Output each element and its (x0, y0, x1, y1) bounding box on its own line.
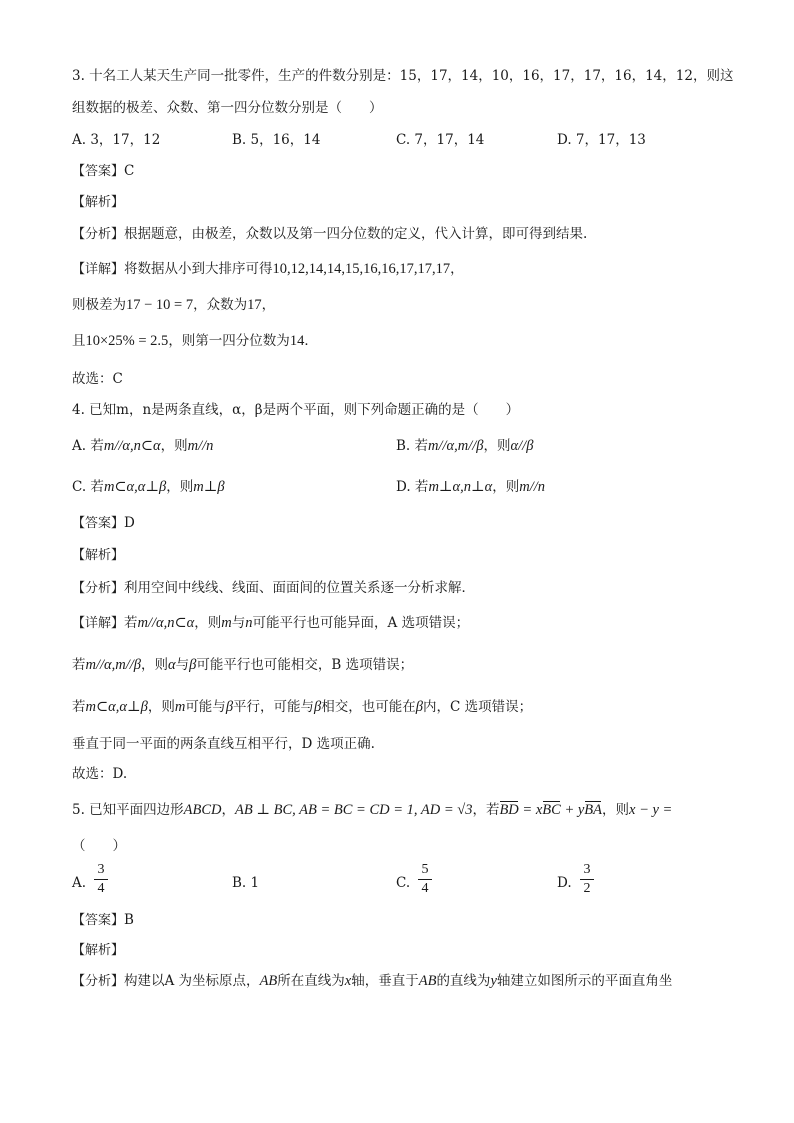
q3-option-c: C. 7，17，14 (396, 132, 485, 148)
q3-answer (72, 161, 134, 182)
q5-option-a-label: A. (72, 875, 87, 891)
q3-choose: 故选：C (72, 371, 123, 387)
fenxi-tag: 【分析】 (72, 974, 125, 989)
sorted-data: 10,12,14,14,15,16,16,17,17,17 (272, 261, 451, 277)
q3-xiangjie: 【详解】将数据从小到大排序可得10,12,14,14,15,16,16,17,17,17， (72, 261, 464, 277)
q4-option-d: D. 若m⊥α,n⊥α，则m//n (396, 479, 546, 495)
q4-choose: 故选：D. (72, 766, 128, 782)
q5-option-b: B. 1 (232, 875, 260, 891)
q3-fenxi (72, 224, 587, 245)
q5-answer (72, 910, 134, 931)
answer-tag: 【答案】 (72, 913, 125, 928)
vector-bc: BC (542, 802, 561, 818)
q3-range-line: 则极差为17 − 10 = 7，众数为17， (72, 297, 276, 313)
q5-option-c-label: C. (396, 875, 411, 891)
q3-stem-line2: 组数据的极差、众数、第一四分位数分别是（ ） (72, 100, 383, 116)
q5-option-c-fraction: 5 4 (418, 862, 432, 897)
answer-value: C (124, 163, 135, 179)
mode-value: 17 (247, 297, 262, 313)
q3-option-b: B. 5，16，14 (232, 132, 321, 148)
q4-option-b: B. 若m//α,m//β，则α//β (396, 438, 534, 454)
q4-detail-3: 若m⊂α,α⊥β，则m可能与β平行，可能与β相交，也可能在β内，C 选项错误； (72, 699, 533, 715)
q4-analysis-tag: 【解析】 (72, 548, 125, 563)
fenxi-tag: 【分析】 (72, 227, 125, 242)
q4-option-c: C. 若m⊂α,α⊥β，则m⊥β (72, 479, 225, 495)
q4-option-a: A. 若m//α,n⊂α，则m//n (72, 438, 214, 454)
quartile-expression: 10×25% = 2.5 (85, 333, 169, 349)
xiangjie-tag: 【详解】 (72, 262, 125, 277)
answer-value: B (124, 912, 134, 928)
answer-tag: 【答案】 (72, 164, 125, 179)
q5-stem: 5. 已知平面四边形ABCD，AB ⊥ BC, AB = BC = CD = 1, AD = √3，若BD = xBC + yBA，则x − y = (72, 802, 673, 818)
fenxi-text: 根据题意，由极差，众数以及第一四分位数的定义，代入计算，即可得到结果. (124, 226, 588, 242)
fenxi-tag: 【分析】 (72, 581, 125, 596)
q3-analysis-tag: 【解析】 (72, 195, 125, 210)
q5-option-a-fraction: 3 4 (94, 862, 108, 897)
q5-blank: （ ） (72, 838, 126, 854)
q5-fenxi: 【分析】构建以A 为坐标原点，AB所在直线为x轴，垂直于AB的直线为y轴建立如图所示的平面直角坐 (72, 973, 673, 989)
q4-fenxi (72, 578, 475, 599)
fenxi-text: 利用空间中线线、线面、面面间的位置关系逐一分析求解． (124, 580, 476, 596)
q4-detail-1: 【详解】若m//α,n⊂α，则m与n可能平行也可能异面，A 选项错误； (72, 615, 470, 631)
q4-stem: 4. 已知m，n是两条直线，α，β是两个平面，则下列命题正确的是（ ） (72, 402, 520, 418)
q3-quartile-line: 且10×25% = 2.5，则第一四分位数为14． (72, 333, 318, 349)
q4-detail-2: 若m//α,m//β，则α与β可能平行也可能相交，B 选项错误； (72, 657, 414, 673)
xiangjie-tag: 【详解】 (72, 616, 125, 631)
q5-option-d-label: D. (557, 875, 572, 891)
q4-answer (72, 513, 135, 534)
vector-ba: BA (584, 802, 603, 818)
q1-value: 14 (289, 333, 305, 349)
range-expression: 17 − 10 = 7 (126, 297, 194, 313)
q5-option-d-fraction: 3 2 (580, 862, 594, 897)
q3-option-d: D. 7，17，13 (557, 132, 646, 148)
vector-bd: BD (499, 802, 519, 818)
q4-detail-4: 垂直于同一平面的两条直线互相平行，D 选项正确. (72, 736, 375, 752)
xiangjie-text: 将数据从小到大排序可得 (124, 261, 273, 277)
q3-stem-line1: 3. 十名工人某天生产同一批零件，生产的件数分别是：15，17，14，10，16，17，17，16，14，12，则这 (72, 68, 734, 84)
answer-tag: 【答案】 (72, 516, 125, 531)
q3-option-a: A. 3，17，12 (72, 132, 161, 148)
answer-value: D (124, 515, 135, 531)
q5-analysis-tag: 【解析】 (72, 943, 125, 958)
